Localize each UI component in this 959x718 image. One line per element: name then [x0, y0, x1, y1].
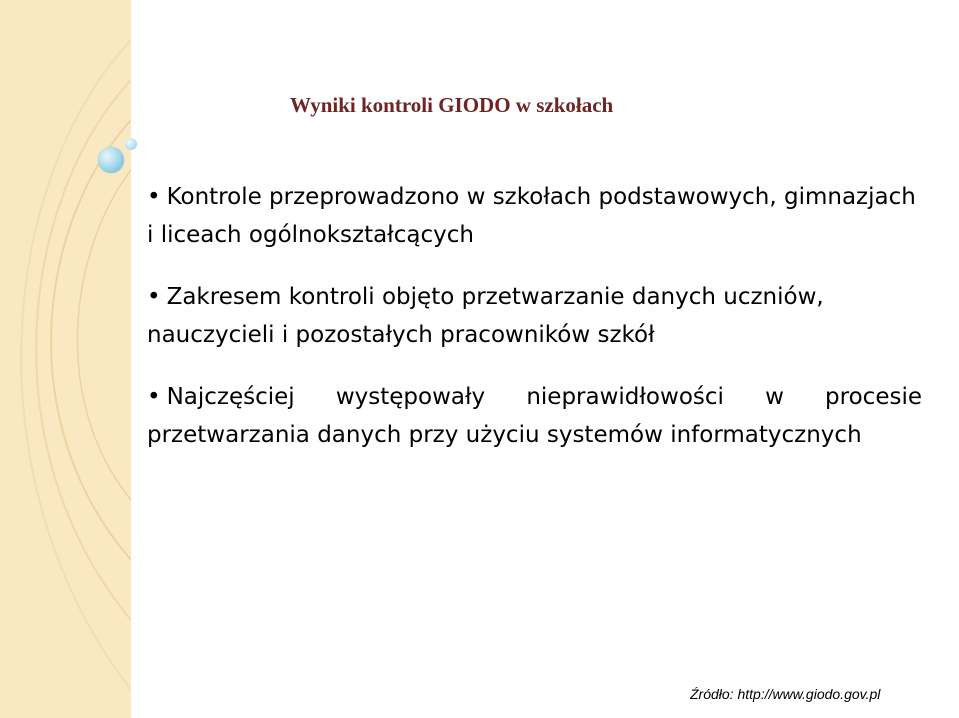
- bullet-text: Najczęściej występowały nieprawidłowości w procesie przetwarzania danych przy użyciu systemów informatycznych: [147, 384, 922, 448]
- bullet-marker: •: [147, 384, 161, 410]
- decorative-curves: [0, 0, 131, 718]
- bullet-marker: •: [147, 284, 161, 310]
- decorative-bubble-large: [98, 147, 124, 173]
- bullet-list: [147, 178, 922, 478]
- bullet-item: [147, 378, 922, 454]
- bullet-item: [147, 278, 922, 354]
- bullet-text: Zakresem kontroli objęto przetwarzanie danych uczniów, nauczycieli i pozostałych pracowników szkół: [147, 284, 824, 348]
- bullet-item: [147, 178, 922, 254]
- slide-title: Wyniki kontroli GIODO w szkołach: [290, 93, 614, 117]
- decorative-side-panel: [0, 0, 131, 718]
- bullet-marker: •: [147, 184, 161, 210]
- bullet-text: Kontrole przeprowadzono w szkołach podstawowych, gimnazjach i liceach ogólnokształcących: [147, 184, 916, 248]
- decorative-bubble-small: [125, 138, 137, 150]
- source-note: Źródło: http://www.giodo.gov.pl: [690, 686, 881, 702]
